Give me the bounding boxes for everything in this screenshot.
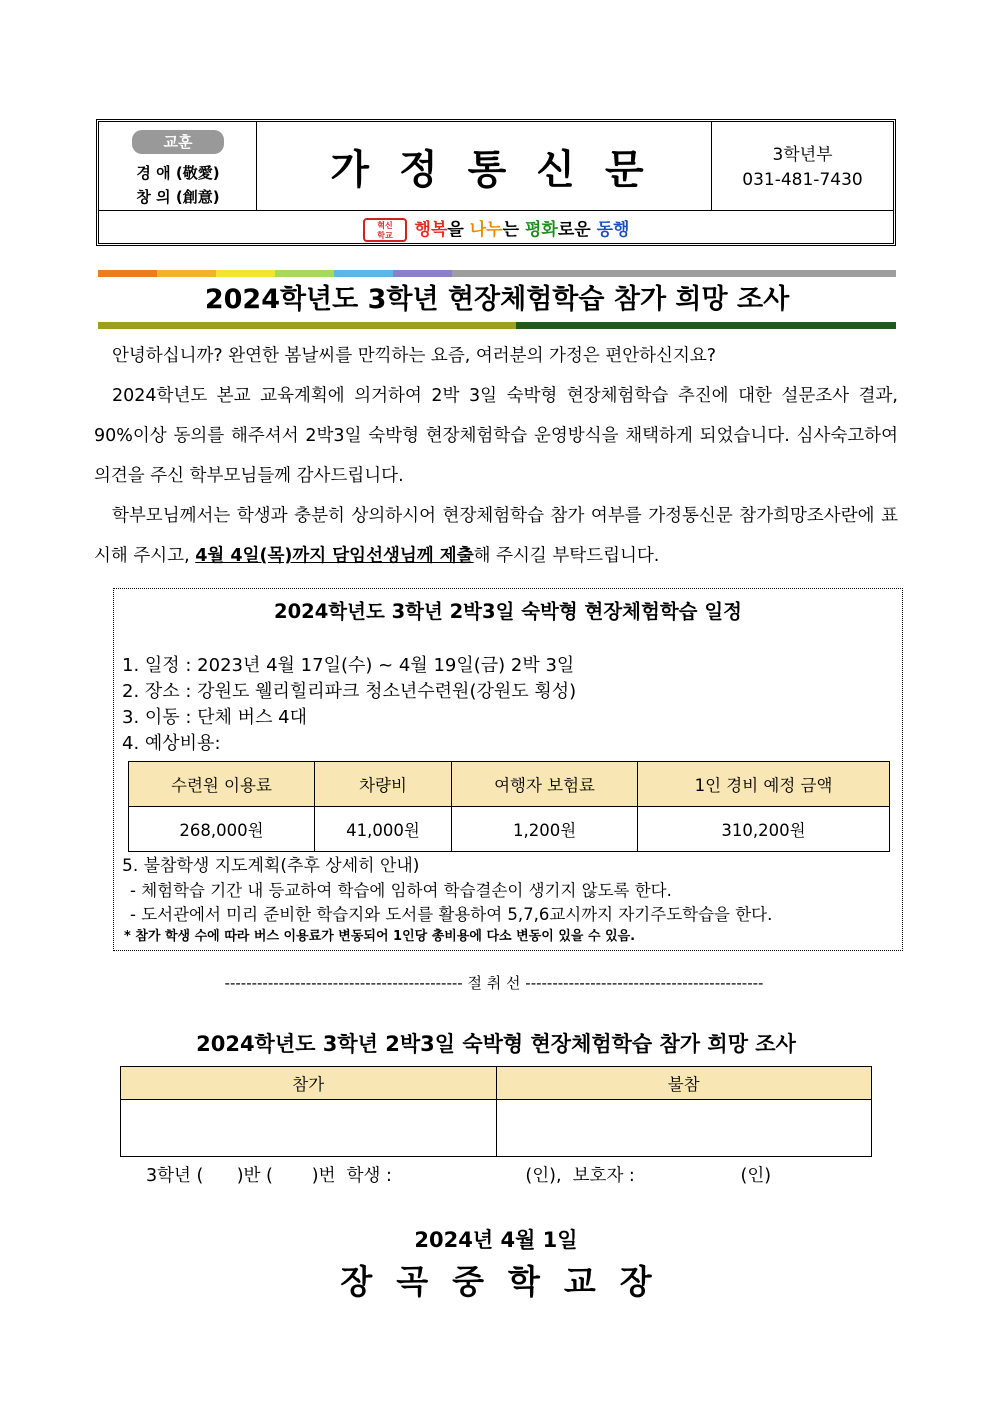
cost-table [128, 761, 890, 852]
intro-p3 [94, 496, 898, 576]
slogan-part: 평화 [524, 220, 558, 240]
slogan-row [99, 210, 893, 243]
slogan-part: 을 [447, 220, 470, 240]
motto-label: 교훈 [132, 130, 224, 154]
survey-header-row [121, 1067, 872, 1100]
slogan-text [415, 220, 630, 240]
schedule-item-absent-plan: 5. 불참학생 지도계획(추후 상세히 안내) [122, 856, 420, 876]
cost-header-cell: 1인 경비 예정 금액 [638, 762, 890, 807]
intro-p2: 2024학년도 본교 교육계획에 의거하여 2박 3일 숙박형 현장체험학습 추진에 대한 설문조사 결과, 90%이상 동의를 해주셔서 2박3일 숙박형 현장체험학습 운영방식을 채택하게 되었습니다. 심사숙고하여 의견을 주신 학부모님들께 감사드립니다. [94, 386, 898, 486]
innovation-school-stamp-icon [363, 218, 407, 242]
cost-value-cell: 1,200원 [452, 807, 638, 852]
survey-table [120, 1066, 872, 1157]
color-bar-yellow [216, 270, 275, 277]
cost-value-cell: 41,000원 [314, 807, 451, 852]
color-bar-orange [98, 270, 157, 277]
slogan [99, 215, 893, 242]
absent-plan-sub-2: - 도서관에서 미리 준비한 학습지와 도서를 활용하여 5,7,6교시까지 자기주도학습을 한다. [130, 905, 773, 924]
color-bar-sky [334, 270, 393, 277]
attend-checkbox-cell[interactable] [121, 1100, 497, 1157]
cut-line-label: 절 취 선 [467, 974, 521, 992]
schedule-item-cost: 4. 예상비용: [122, 733, 221, 754]
intro-p3-c: 해 주시길 부탁드립니다. [473, 546, 660, 566]
bottom-bar-green [516, 322, 896, 329]
survey-col-absent: 불참 [496, 1067, 872, 1100]
cut-line-dashes-left: -------------------------------------------- [224, 974, 463, 992]
intro-p1: 안녕하십니까? 완연한 봄날씨를 만끽하는 요즘, 여러분의 가정은 편안하신지요? [112, 346, 717, 366]
cost-header-cell: 수련원 이용료 [129, 762, 315, 807]
cost-value-cell: 310,200원 [638, 807, 890, 852]
cost-value-cell: 268,000원 [129, 807, 315, 852]
schedule-item-date: 1. 일정 : 2023년 4월 17일(수) ~ 4월 19일(금) 2박 3일 [122, 655, 575, 676]
svg-text:학교: 학교 [376, 231, 393, 240]
signature-line[interactable]: 3학년 ( )반 ( )번 학생 : (인), 보호자 : (인) [146, 1166, 772, 1186]
newsletter-header [96, 119, 896, 246]
dept-name: 3학년부 [772, 145, 833, 165]
cost-table-header-row [129, 762, 890, 807]
slogan-part: 로운 [557, 220, 597, 240]
survey-answer-row [121, 1100, 872, 1157]
color-bar-gray [452, 270, 896, 277]
deadline-text: 4월 4일(목)까지 담임선생님께 제출 [195, 546, 474, 566]
principal-signature: 장곡중학교장 [340, 1262, 676, 1301]
dept-phone: 031-481-7430 [742, 170, 863, 190]
survey-title: 2024학년도 3학년 2박3일 숙박형 현장체험학습 참가 희망 조사 [196, 1032, 796, 1056]
schedule-title: 2024학년도 3학년 2박3일 숙박형 현장체험학습 일정 [274, 600, 742, 623]
cost-note: * 참가 학생 수에 따라 버스 이용료가 변동되어 1인당 총비용에 다소 변동이 있을 수 있음. [124, 929, 636, 944]
intro-p3-a: 학부모님께서는 학생과 충분히 상의하시어 현장체험학습 참가 여부를 가정통신문 참가희망조사란에 표시해 주시고, [94, 506, 898, 566]
slogan-part: 동행 [596, 220, 630, 240]
svg-text:혁신: 혁신 [376, 221, 393, 230]
color-bar-lime [275, 270, 334, 277]
cost-header-cell: 차량비 [314, 762, 451, 807]
schedule-box [113, 588, 903, 951]
cost-table-value-row [129, 807, 890, 852]
issue-date: 2024년 4월 1일 [414, 1228, 578, 1252]
absent-checkbox-cell[interactable] [496, 1100, 872, 1157]
cost-header-cell: 여행자 보험료 [452, 762, 638, 807]
bottom-bar-olive [98, 322, 516, 329]
motto-line-1: 경 애 (敬愛) [136, 164, 220, 182]
cut-line-dashes-right: -------------------------------------------- [525, 974, 764, 992]
schedule-item-transport: 3. 이동 : 단체 버스 4대 [122, 707, 308, 728]
motto-line-2: 창 의 (創意) [136, 188, 220, 206]
dept-cell [711, 122, 893, 210]
cut-line [96, 972, 892, 993]
motto-cell [99, 122, 257, 210]
slogan-part: 나누 [469, 220, 503, 240]
color-bar-amber [157, 270, 216, 277]
absent-plan-sub-1: - 체험학습 기간 내 등교하여 학습에 임하여 학습결손이 생기지 않도록 한다. [130, 881, 672, 900]
survey-col-attend: 참가 [121, 1067, 497, 1100]
document-subtitle: 2024학년도 3학년 현장체험학습 참가 희망 조사 [204, 284, 790, 315]
color-bar-violet [393, 270, 452, 277]
intro-paragraphs [94, 336, 898, 576]
slogan-part: 는 [502, 220, 525, 240]
newsletter-title: 가정통신문 [330, 147, 674, 193]
slogan-part: 행복 [414, 220, 448, 240]
schedule-item-place: 2. 장소 : 강원도 웰리힐리파크 청소년수련원(강원도 횡성) [122, 681, 577, 702]
